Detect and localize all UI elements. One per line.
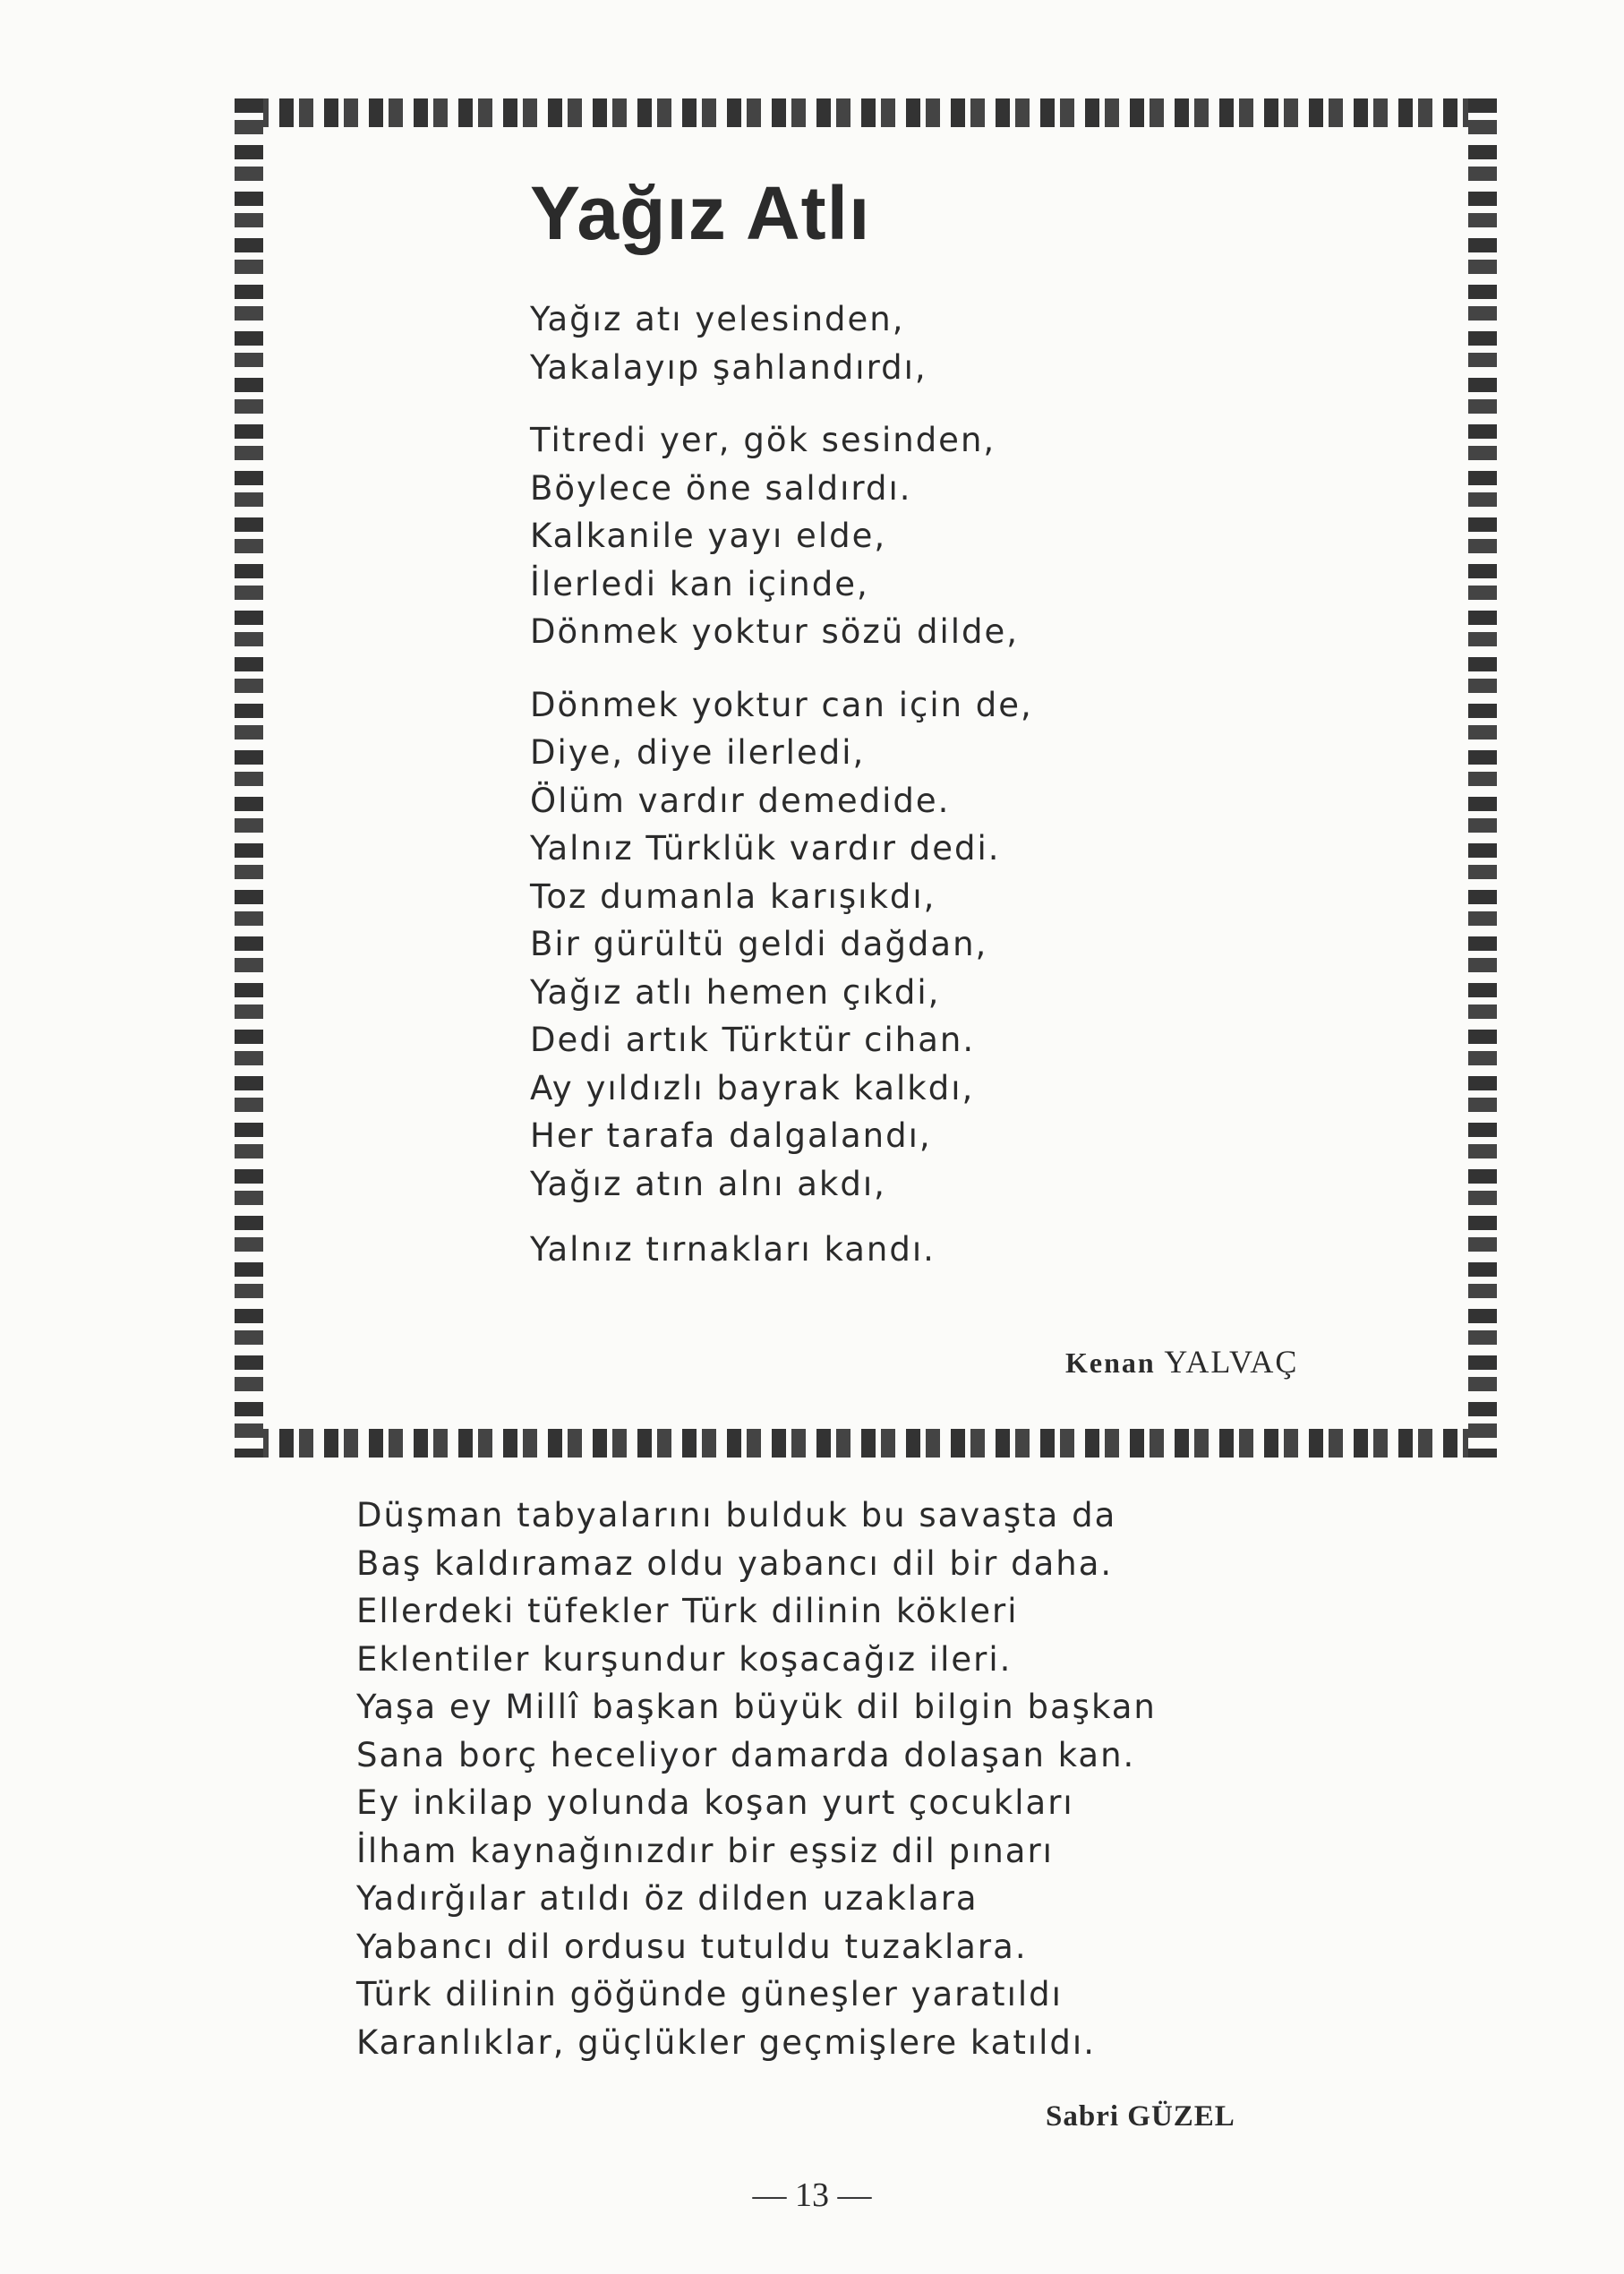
poem1-line: Her tarafa dalgalandı, — [530, 1116, 932, 1155]
page-number: — 13 — — [752, 2176, 872, 2214]
poem2-line: Yaşa ey Millî başkan büyük dil bilgin başkan — [356, 1688, 1157, 1726]
poem1-line: Dedi artık Türktür cihan. — [530, 1021, 976, 1059]
poem1-line: Yağız atı yelesinden, — [530, 300, 905, 338]
poem1-line: Yakalayıp şahlandırdı, — [530, 347, 927, 387]
poem2-line: Ey inkilap yolunda koşan yurt çocukları — [356, 1783, 1074, 1822]
poem1-line: Diye, diye ilerledi, — [530, 733, 866, 772]
poem1-line: Ay yıldızlı bayrak kalkdı, — [530, 1068, 975, 1107]
poem1-line: Yağız atın alnı akdı, — [530, 1164, 886, 1203]
poem2-line: Eklentiler kurşundur koşacağız ileri. — [356, 1639, 1013, 1679]
author-first-name: Kenan — [1065, 1346, 1156, 1379]
decorative-border-bottom — [235, 1429, 1497, 1458]
poem2-line: İlham kaynağınızdır bir eşsiz dil pınarı — [356, 1831, 1054, 1870]
poem1-author — [1065, 1343, 1298, 1381]
poem1-line: Kalkanile yayı elde, — [530, 517, 887, 555]
poem2-line: Türk dilinin göğünde güneşler yaratıldı — [356, 1975, 1063, 2013]
decorative-border-left — [235, 98, 263, 1458]
poem-title: Yağız Atlı — [530, 171, 871, 255]
poem1-line: Bir gürültü geldi dağdan, — [530, 925, 988, 963]
poem2-line: Ellerdeki tüfekler Türk dilinin kökleri — [356, 1592, 1019, 1630]
poem1-line: Toz dumanla karışıkdı, — [530, 876, 936, 916]
poem1-line: Yalnız tırnakları kandı. — [530, 1230, 936, 1269]
poem2-line: Karanlıklar, güçlükler geçmişlere katıldı. — [356, 2022, 1096, 2062]
decorative-border-right — [1468, 98, 1497, 1458]
poem1-line: Yalnız Türklük vardır dedi. — [530, 829, 1001, 868]
poem1-line: Ölüm vardır demedide. — [530, 781, 951, 820]
poem2-author: Sabri GÜZEL — [1046, 2100, 1235, 2133]
poem1-line: Böylece öne saldırdı. — [530, 468, 912, 508]
poem2-line: Düşman tabyalarını bulduk bu savaşta da — [356, 1496, 1117, 1535]
poem2-line: Yabancı dil ordusu tutuldu tuzaklara. — [356, 1927, 1028, 1966]
poem1-body — [530, 295, 1425, 1274]
poem1-line: Titredi yer, gök sesinden, — [530, 421, 996, 459]
poem2-line: Baş kaldıramaz oldu yabancı dil bir daha. — [356, 1543, 1114, 1583]
author-last-name: YALVAÇ — [1164, 1344, 1299, 1380]
poem1-line: Dönmek yoktur can için de, — [530, 685, 1033, 724]
poem2-line: Sana borç heceliyor damarda dolaşan kan. — [356, 1735, 1136, 1774]
poem1-line: Dönmek yoktur sözü dilde, — [530, 612, 1020, 651]
poem2-line: Yadırğılar atıldı öz dilden uzaklara — [356, 1879, 979, 1918]
poem2-body — [356, 1492, 1565, 2066]
poem1-line: Yağız atlı hemen çıkdi, — [530, 972, 941, 1012]
poem1-line: İlerledi kan içinde, — [530, 564, 869, 603]
decorative-border-top — [235, 98, 1497, 127]
